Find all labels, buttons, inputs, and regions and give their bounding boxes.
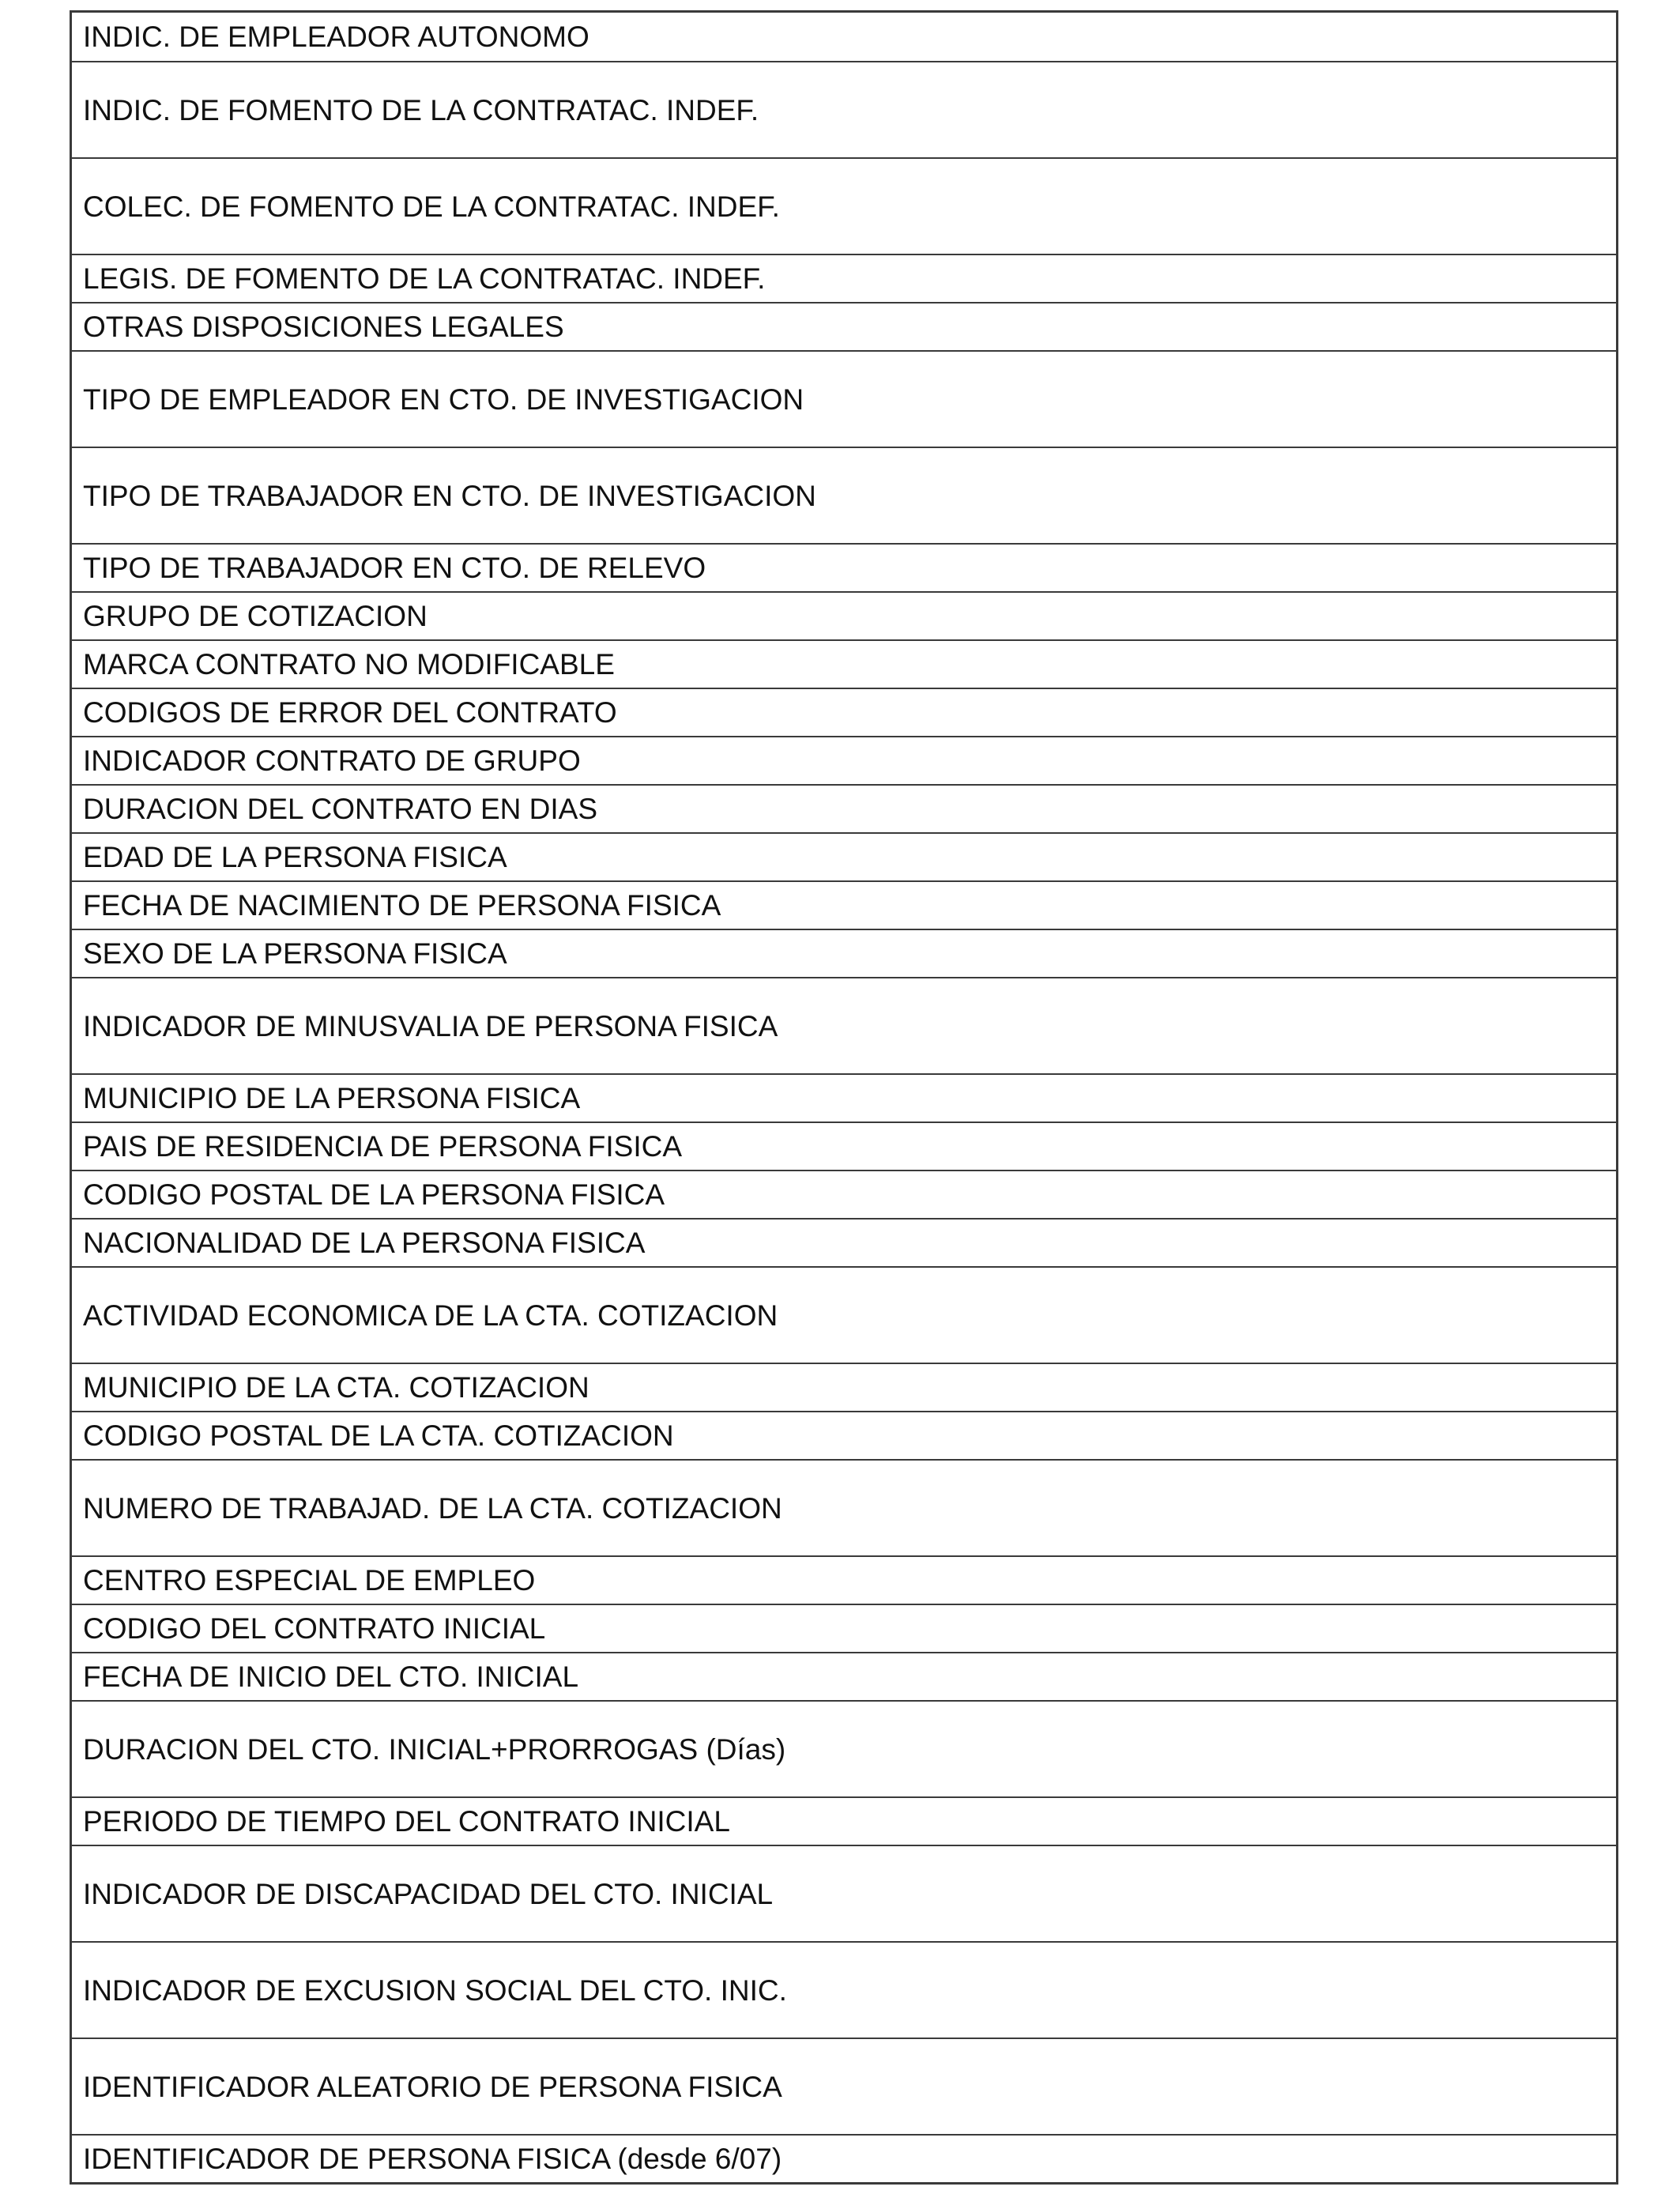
row-label: PAIS DE RESIDENCIA DE PERSONA FISICA	[83, 1130, 683, 1163]
row-label: NACIONALIDAD DE LA PERSONA FISICA	[83, 1227, 646, 1259]
row-label: CODIGO DEL CONTRATO INICIAL	[83, 1612, 546, 1645]
row-label: MUNICIPIO DE LA CTA. COTIZACION	[83, 1371, 590, 1404]
row-label: INDICADOR DE EXCUSION SOCIAL DEL CTO. INIC.	[83, 1973, 787, 2007]
table-row	[72, 1700, 1616, 1796]
table-row	[72, 61, 1616, 157]
table-row	[72, 1796, 1616, 1845]
row-label: TIPO DE TRABAJADOR EN CTO. DE RELEVO	[83, 552, 706, 584]
row-label: MARCA CONTRATO NO MODIFICABLE	[83, 648, 615, 680]
table-row	[72, 1652, 1616, 1700]
row-label: IDENTIFICADOR DE PERSONA FISICA (desde 6/07)	[83, 2143, 782, 2175]
table-row	[72, 832, 1616, 880]
row-label: EDAD DE LA PERSONA FISICA	[83, 841, 507, 873]
row-label: TIPO DE TRABAJADOR EN CTO. DE INVESTIGACION	[83, 479, 816, 512]
table-row	[72, 1459, 1616, 1555]
table-row	[72, 639, 1616, 688]
table-row	[72, 1845, 1616, 1941]
table-row	[72, 2134, 1616, 2182]
table-row	[72, 350, 1616, 447]
table-row	[72, 1363, 1616, 1411]
row-label: IDENTIFICADOR ALEATORIO DE PERSONA FISICA	[83, 2070, 782, 2103]
table-row	[72, 1170, 1616, 1218]
row-label: NUMERO DE TRABAJAD. DE LA CTA. COTIZACION	[83, 1491, 782, 1525]
table-row	[72, 880, 1616, 929]
row-label: GRUPO DE COTIZACION	[83, 600, 428, 632]
table-row	[72, 13, 1616, 61]
table-row	[72, 784, 1616, 832]
row-label: FECHA DE NACIMIENTO DE PERSONA FISICA	[83, 889, 721, 922]
table-row	[72, 1604, 1616, 1652]
table-row	[72, 1266, 1616, 1363]
table-row	[72, 543, 1616, 591]
row-label: INDICADOR CONTRATO DE GRUPO	[83, 745, 581, 777]
field-list-table	[70, 10, 1618, 2185]
row-label: INDICADOR DE DISCAPACIDAD DEL CTO. INICIAL	[83, 1877, 774, 1910]
table-row	[72, 254, 1616, 302]
row-label: FECHA DE INICIO DEL CTO. INICIAL	[83, 1661, 579, 1693]
table-row	[72, 929, 1616, 977]
table-row	[72, 157, 1616, 254]
row-label: INDIC. DE FOMENTO DE LA CONTRATAC. INDEF.	[83, 93, 759, 126]
row-label: DURACION DEL CTO. INICIAL+PRORROGAS (Días)	[83, 1732, 786, 1766]
table-row	[72, 736, 1616, 784]
row-label: OTRAS DISPOSICIONES LEGALES	[83, 311, 564, 343]
table-row	[72, 447, 1616, 543]
row-label: COLEC. DE FOMENTO DE LA CONTRATAC. INDEF.	[83, 190, 780, 223]
table-row	[72, 1555, 1616, 1604]
row-label: CODIGO POSTAL DE LA CTA. COTIZACION	[83, 1419, 674, 1452]
row-label: TIPO DE EMPLEADOR EN CTO. DE INVESTIGACION	[83, 383, 804, 416]
table-row	[72, 1073, 1616, 1122]
row-label: INDICADOR DE MINUSVALIA DE PERSONA FISICA	[83, 1009, 778, 1042]
table-row	[72, 1122, 1616, 1170]
row-label: MUNICIPIO DE LA PERSONA FISICA	[83, 1082, 581, 1114]
table-row	[72, 1218, 1616, 1266]
row-label: ACTIVIDAD ECONOMICA DE LA CTA. COTIZACION	[83, 1299, 778, 1332]
table-row	[72, 977, 1616, 1073]
row-label: INDIC. DE EMPLEADOR AUTONOMO	[83, 21, 590, 53]
row-label: CENTRO ESPECIAL DE EMPLEO	[83, 1564, 536, 1596]
table-row	[72, 1941, 1616, 2038]
table-row	[72, 1411, 1616, 1459]
row-label: DURACION DEL CONTRATO EN DIAS	[83, 793, 598, 825]
table-row	[72, 591, 1616, 639]
table-row	[72, 688, 1616, 736]
row-label: LEGIS. DE FOMENTO DE LA CONTRATAC. INDEF.	[83, 262, 766, 295]
row-label: PERIODO DE TIEMPO DEL CONTRATO INICIAL	[83, 1805, 730, 1838]
row-label: SEXO DE LA PERSONA FISICA	[83, 937, 507, 970]
row-label: CODIGOS DE ERROR DEL CONTRATO	[83, 696, 617, 729]
row-label: CODIGO POSTAL DE LA PERSONA FISICA	[83, 1178, 665, 1211]
table-row	[72, 302, 1616, 350]
table-row	[72, 2038, 1616, 2134]
